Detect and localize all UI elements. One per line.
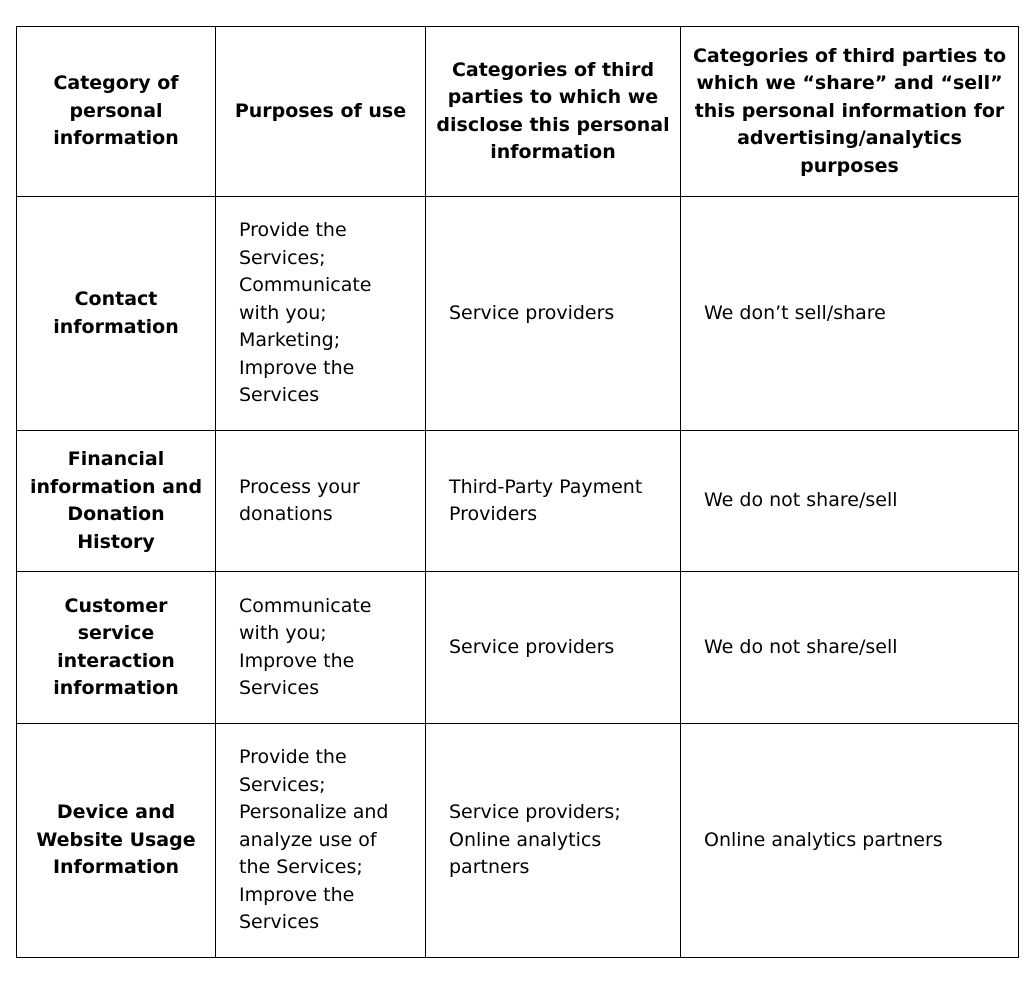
purposes-cell: Process your donations (216, 431, 426, 572)
header-share-sell: Categories of third parties to which we “share” and “sell” this personal information for advertising/analytics purposes (681, 27, 1019, 197)
category-cell: Customer service interaction information (17, 572, 216, 724)
purposes-cell: Provide the Services; Personalize and analyze use of the Services; Improve the Services (216, 724, 426, 958)
header-disclose: Categories of third parties to which we disclose this personal information (426, 27, 681, 197)
share-sell-cell: We do not share/sell (681, 431, 1019, 572)
header-purposes: Purposes of use (216, 27, 426, 197)
disclose-cell: Service providers (426, 197, 681, 431)
share-sell-cell: We don’t sell/share (681, 197, 1019, 431)
purposes-cell: Provide the Services; Communicate with you; Marketing; Improve the Services (216, 197, 426, 431)
category-cell: Financial information and Donation History (17, 431, 216, 572)
disclose-cell: Third-Party Payment Providers (426, 431, 681, 572)
table-row (17, 431, 1019, 572)
table-row (17, 724, 1019, 958)
disclose-cell: Service providers; Online analytics partners (426, 724, 681, 958)
header-category: Category of personal information (17, 27, 216, 197)
table-row (17, 572, 1019, 724)
category-cell: Contact information (17, 197, 216, 431)
share-sell-cell: Online analytics partners (681, 724, 1019, 958)
disclose-cell: Service providers (426, 572, 681, 724)
table-row (17, 197, 1019, 431)
category-cell: Device and Website Usage Information (17, 724, 216, 958)
privacy-disclosure-table (16, 26, 1019, 958)
share-sell-cell: We do not share/sell (681, 572, 1019, 724)
table-header-row (17, 27, 1019, 197)
purposes-cell: Communicate with you; Improve the Services (216, 572, 426, 724)
